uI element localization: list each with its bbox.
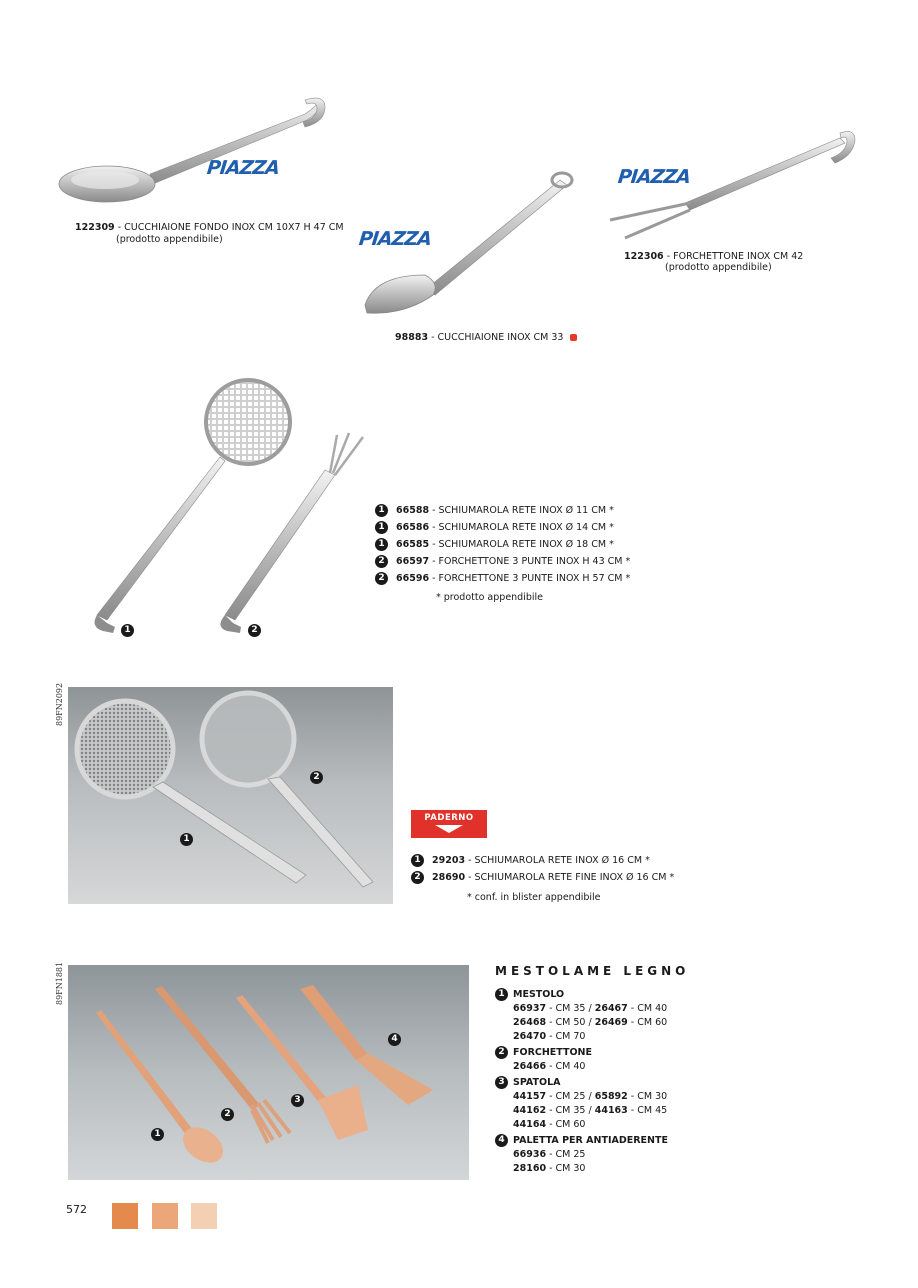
new-item-marker-icon [570, 334, 577, 341]
photo-code: 89FN1881 [55, 961, 64, 1005]
product-caption [395, 332, 577, 345]
wooden-utensils-photo [68, 965, 469, 1180]
group-line: 44157 - CM 25 / 65892 - CM 30 [513, 1091, 668, 1102]
photo-label-1: 1 [151, 1124, 172, 1143]
product-code: 122306 [624, 251, 664, 262]
product-note: (prodotto appendibile) [665, 262, 772, 273]
product-row: 2 66596 - FORCHETTONE 3 PUNTE INOX H 57 CM * [375, 570, 630, 587]
group-title-mestolo: 1 MESTOLO [495, 987, 695, 1002]
group-line: 26466 - CM 40 [513, 1061, 586, 1072]
color-swatch-2 [152, 1203, 178, 1229]
paderno-logo-arrow-icon [435, 825, 463, 833]
product-code: 98883 [395, 332, 429, 343]
photo-label-2: 2 [221, 1104, 242, 1123]
group-line: 28160 - CM 30 [513, 1163, 586, 1174]
product-row: 2 66597 - FORCHETTONE 3 PUNTE INOX H 43 CM * [375, 553, 630, 570]
piazza-logo: PIAZZA [357, 228, 433, 250]
paderno-logo [411, 810, 487, 838]
product-row: 1 29203 - SCHIUMAROLA RETE INOX Ø 16 CM * [411, 852, 674, 869]
photo-label-4: 4 [388, 1029, 409, 1048]
product-code: 122309 [75, 222, 115, 233]
group-line: 44162 - CM 35 / 44163 - CM 45 [513, 1105, 668, 1116]
wood-product-list [495, 987, 695, 1176]
product-description: - FORCHETTONE INOX CM 42 [663, 251, 804, 262]
product-description: - CUCCHIAIONE FONDO INOX CM 10X7 H 47 CM [114, 222, 344, 233]
product-description: - CUCCHIAIONE INOX CM 33 [428, 332, 564, 343]
photo-code: 89FN2092 [55, 682, 64, 726]
product-list [375, 502, 630, 587]
piazza-logo: PIAZZA [205, 157, 281, 179]
photo-label-3: 3 [291, 1090, 312, 1109]
footnote: * conf. in blister appendibile [467, 892, 601, 903]
deep-spoon-image [55, 92, 335, 207]
product-row: 1 66588 - SCHIUMAROLA RETE INOX Ø 11 CM * [375, 502, 630, 519]
product-list [411, 852, 674, 886]
page-number: 572 [66, 1203, 87, 1216]
section-heading: MESTOLAME LEGNO [495, 964, 690, 978]
photo-label-2: 2 [310, 767, 331, 786]
photo-label-1: 1 [121, 620, 142, 639]
serving-spoon-image [355, 165, 580, 325]
group-line: 26470 - CM 70 [513, 1031, 586, 1042]
footnote: * prodotto appendibile [436, 592, 544, 603]
group-line: 26468 - CM 50 / 26469 - CM 60 [513, 1017, 668, 1028]
strainers-photo [68, 687, 393, 904]
group-line: 44164 - CM 60 [513, 1119, 586, 1130]
product-row: 1 66586 - SCHIUMAROLA RETE INOX Ø 14 CM * [375, 519, 630, 536]
product-row: 1 66585 - SCHIUMAROLA RETE INOX Ø 18 CM * [375, 536, 630, 553]
group-title-paletta: 4 PALETTA PER ANTIADERENTE [495, 1133, 695, 1148]
piazza-logo: PIAZZA [616, 166, 692, 188]
group-line: 66937 - CM 35 / 26467 - CM 40 [513, 1003, 668, 1014]
paderno-logo-text: PADERNO [424, 813, 474, 823]
photo-label-1: 1 [180, 829, 201, 848]
product-note: (prodotto appendibile) [116, 234, 223, 245]
skimmer-and-fork-image [85, 365, 385, 640]
photo-label-2: 2 [248, 620, 269, 639]
group-line: 66936 - CM 25 [513, 1149, 586, 1160]
serving-fork-image [605, 128, 860, 243]
product-caption [75, 222, 344, 235]
group-title-forchettone: 2 FORCHETTONE [495, 1045, 695, 1060]
product-row: 2 28690 - SCHIUMAROLA RETE FINE INOX Ø 16 CM * [411, 869, 674, 886]
color-swatch-3 [191, 1203, 217, 1229]
color-swatch-1 [112, 1203, 138, 1229]
group-title-spatola: 3 SPATOLA [495, 1075, 695, 1090]
